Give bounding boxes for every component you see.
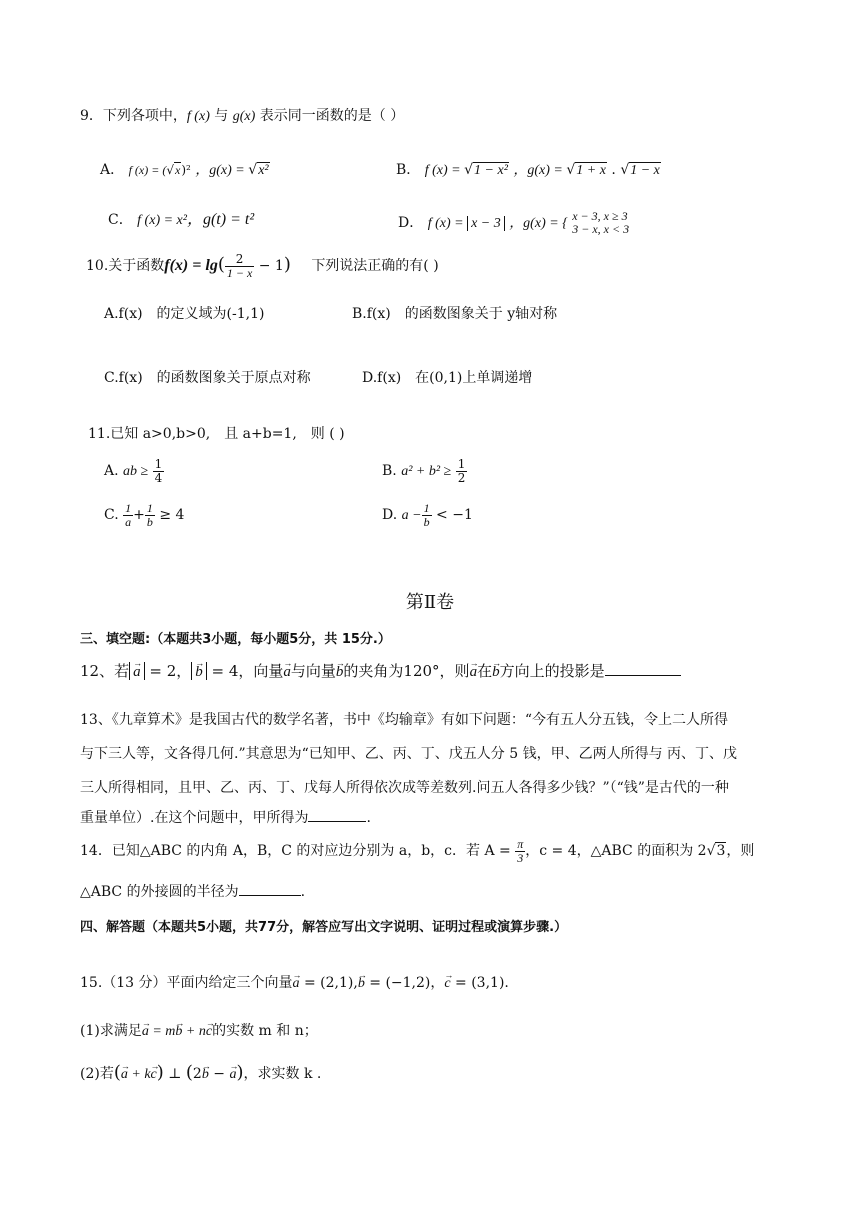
q14-line1a: 14．已知△ABC 的内角 A，B，C 的对应边分别为 a，b，c．若 A = bbox=[80, 843, 511, 859]
q9-a-f-rad: x bbox=[174, 163, 181, 177]
q11-c-label: C. bbox=[104, 507, 119, 523]
q9-b-g-rad2: 1 − x bbox=[630, 163, 660, 178]
q11-d-frac bbox=[422, 502, 432, 529]
q9-d-f-abs: x − 3 bbox=[467, 216, 505, 231]
q9-a-label: A． bbox=[100, 162, 125, 178]
q11-option-a bbox=[104, 456, 164, 487]
q12-vec-a: → a bbox=[283, 661, 291, 683]
q13-line4-text: 重量单位）.在这个问题中，甲所得为 bbox=[80, 810, 309, 826]
q11-a-den: 4 bbox=[154, 470, 163, 485]
q15-eq-b: = (−1,2)， bbox=[364, 975, 445, 991]
q12-label: 12、若 bbox=[80, 662, 130, 680]
q9-b-g-rad1: 1 + x bbox=[576, 163, 606, 178]
q14-line2-end: . bbox=[300, 884, 306, 900]
q12-vec-a2: → a bbox=[470, 661, 478, 683]
q10-func-num: 2 bbox=[225, 253, 254, 267]
q15-p1-eq: = m bbox=[148, 1024, 176, 1039]
q11-c-den2: b bbox=[146, 514, 153, 529]
q11-option-d bbox=[382, 500, 473, 531]
q15-p2-a: (2)若 bbox=[80, 1066, 114, 1082]
q9-b-label: B． bbox=[396, 162, 421, 178]
q14-line1c: ，则 bbox=[726, 843, 755, 859]
q11-a-expr: ab ≥ bbox=[123, 464, 149, 479]
q10-stem: 10.关于函数f(x) = lg( $\frac{2}{1 - x}$ − 1) 下列说法正确的有( ) bbox=[86, 251, 439, 280]
q15-p2-minus: − bbox=[208, 1066, 230, 1082]
q11-d-den: b bbox=[423, 514, 430, 529]
q15-p1-vec-c: → c bbox=[206, 1021, 212, 1043]
q15-p2-lparen2: ( bbox=[185, 1062, 193, 1083]
q15-p2-two: 2 bbox=[192, 1066, 202, 1082]
q11-d-expr: a − bbox=[401, 508, 422, 523]
q11-b-label: B. bbox=[382, 463, 397, 479]
q15-vec-a: → a bbox=[293, 973, 300, 995]
q13-line4 bbox=[80, 808, 371, 828]
q12-abs-b: → b bbox=[195, 661, 203, 683]
q9-c-label: C． bbox=[108, 212, 133, 228]
q14-line2-text: △ABC 的外接圆的半径为 bbox=[80, 884, 239, 900]
q9-stem-f: f (x) bbox=[186, 109, 210, 124]
q9-a-g: ，g(x) = bbox=[195, 163, 249, 178]
q12-vec-b2: → b bbox=[492, 661, 500, 683]
solution-section-header: 四、解答题（本题共5小题，共77分，解答应写出文字说明、证明过程或演算步骤.） bbox=[80, 920, 568, 935]
q11-a-label: A. bbox=[104, 463, 119, 479]
q11-a-num: 1 bbox=[154, 456, 163, 471]
fill-in-section-header: 三、填空题:（本题共3小题，每小题5分，共 15分.） bbox=[80, 632, 391, 647]
q11-c-frac1 bbox=[123, 502, 133, 529]
q12-on: 在 bbox=[477, 662, 493, 680]
q15-vec-b: → b bbox=[358, 973, 365, 995]
q9-b-g-dot: . bbox=[606, 162, 621, 178]
q10-func-prefix: f(x) = lg bbox=[164, 257, 218, 274]
q11-option-b bbox=[382, 456, 467, 487]
q14-answer-blank[interactable] bbox=[239, 883, 301, 896]
q15-p2-rparen: ) bbox=[156, 1062, 164, 1083]
q15-p1-end: 的实数 m 和 n； bbox=[212, 1023, 318, 1039]
q15-p2-rparen2: ) bbox=[236, 1062, 244, 1083]
q11-stem: 11.已知 a>0,b>0, 且 a+b=1, 则 ( ) bbox=[88, 426, 345, 442]
q9-d-label: D． bbox=[398, 215, 424, 231]
q12-end: 方向上的投影是 bbox=[499, 662, 605, 680]
q10-stem-end: 下列说法正确的有( ) bbox=[311, 258, 439, 274]
q9-option-d bbox=[398, 210, 629, 236]
q9-b-f: f (x) = bbox=[424, 163, 465, 178]
section-title: 第Ⅱ卷 bbox=[405, 592, 455, 613]
q11-b-den: 2 bbox=[457, 470, 466, 485]
q14-pi: π bbox=[517, 836, 524, 851]
q15-stem-a: 15.（13 分）平面内给定三个向量 bbox=[80, 975, 293, 991]
q9-stem-g: g(x) bbox=[232, 109, 256, 124]
q9-d-g-line2: 3 − x, x < 3 bbox=[572, 222, 630, 236]
q14-rad3: 3 bbox=[716, 843, 726, 859]
q13-line3: 三人所得相同，且甲、乙、丙、丁、戊每人所得依次成等差数列.问五人各得多少钱？”（“钱”是古代的一种 bbox=[80, 780, 729, 796]
q10-stem-start: 10.关于函数 bbox=[86, 258, 165, 274]
q14-line1: 14．已知△ABC 的内角 A，B，C 的对应边分别为 a，b，c．若 A = $\frac{\pi}{3}$ ，c = 4，△ABC 的面积为 2√3，则 bbox=[80, 836, 755, 865]
q11-c-num2: 1 bbox=[146, 500, 153, 515]
q12-answer-blank[interactable] bbox=[605, 663, 681, 676]
q9-stem-mid: 与 bbox=[209, 108, 233, 124]
q11-b-frac bbox=[456, 458, 468, 485]
q9-a-g-rad: x² bbox=[258, 163, 269, 178]
q15-p1-vec-b: → b bbox=[175, 1021, 182, 1043]
q13-line1: 13、《九章算术》是我国古代的数学名著，书中《均输章》有如下问题：“今有五人分五钱，令上二人所得 bbox=[80, 712, 728, 728]
q12-eq4: = 4，向量 bbox=[206, 662, 284, 680]
q14-three: 3 bbox=[517, 850, 524, 865]
q15-p2-vec-b: → b bbox=[202, 1062, 209, 1088]
q14-frac bbox=[515, 838, 525, 865]
q9-b-f-rad: 1 − x² bbox=[474, 163, 508, 178]
q11-d-tail: < −1 bbox=[436, 507, 473, 523]
q11-option-c bbox=[104, 500, 184, 530]
q12-vec-b: → b bbox=[336, 661, 344, 683]
q9-stem-end: 表示同一函数的是（ ） bbox=[255, 108, 405, 124]
q9-c-g: ，g(t) = t² bbox=[186, 211, 255, 228]
q15-p2-perp: ⊥ bbox=[163, 1066, 186, 1082]
q15-p2-lparen: ( bbox=[113, 1062, 121, 1083]
q9-a-f: f (x) = ( bbox=[128, 163, 167, 177]
q12 bbox=[80, 660, 681, 683]
q15-p2-end: ，求实数 k . bbox=[243, 1066, 322, 1082]
q15-p2-plus: + k bbox=[127, 1067, 151, 1082]
q9-b-g: ，g(x) = bbox=[513, 163, 567, 178]
q15-vec-c: → c bbox=[444, 973, 450, 995]
q9-option-a: A． f (x) = (√x)² ，g(x) = √x² bbox=[100, 162, 269, 178]
q10-option-c: C.f(x) 的函数图象关于原点对称 bbox=[104, 370, 311, 386]
q11-a-frac bbox=[153, 458, 165, 485]
q9-d-g: ，g(x) = { bbox=[509, 216, 568, 231]
q15-part1 bbox=[80, 1020, 318, 1043]
q9-c-f: f (x) = x² bbox=[137, 213, 187, 228]
q11-c-tail: ≥ 4 bbox=[159, 507, 185, 523]
q10-option-d: D.f(x) 在(0,1)上单调递增 bbox=[362, 370, 533, 386]
q11-b-expr: a² + b² ≥ bbox=[401, 464, 452, 479]
q9-d-g-line1: x − 3, x ≥ 3 bbox=[572, 209, 628, 223]
q15-part2 bbox=[80, 1060, 321, 1088]
q14-line2 bbox=[80, 882, 305, 902]
q15-p2-vec-a: → a bbox=[121, 1062, 128, 1088]
q15-p1-a: (1)求满足 bbox=[80, 1023, 142, 1039]
q15-p1-plus: + n bbox=[182, 1024, 206, 1039]
q11-c-frac2 bbox=[145, 502, 155, 529]
q11-b-num: 1 bbox=[457, 456, 466, 471]
q11-c-plus: + bbox=[133, 507, 145, 523]
q9-option-b: B． f (x) = √1 − x² ，g(x) = √1 + x . √1 − x bbox=[396, 162, 660, 178]
q9-d-piecewise bbox=[572, 210, 629, 236]
q10-option-a: A.f(x) 的定义域为(-1,1) bbox=[104, 306, 265, 322]
q12-abs-a: → a bbox=[133, 661, 141, 683]
q15-eq-c: = (3,1). bbox=[450, 975, 509, 991]
q15-p1-vec-a: → a bbox=[142, 1021, 149, 1043]
q13-answer-blank[interactable] bbox=[308, 809, 366, 822]
q15-p2-vec-c: → c bbox=[151, 1062, 157, 1088]
q12-angle: 的夹角为120°，则 bbox=[343, 662, 470, 680]
q9-stem bbox=[80, 106, 404, 127]
q12-mid: 与向量 bbox=[290, 662, 336, 680]
q15-stem bbox=[80, 972, 509, 995]
q13-line2: 与下三人等，文各得几何.”其意思为“已知甲、乙、丙、丁、戊五人分 5 钱，甲、乙两人所得与 丙、丁、戊 bbox=[80, 746, 738, 762]
q10-option-b: B.f(x) 的函数图象关于 y轴对称 bbox=[352, 306, 558, 322]
q9-stem-text: 9．下列各项中， bbox=[80, 108, 187, 124]
q15-p2-vec-a2: → a bbox=[229, 1062, 236, 1088]
q10-func-den: 1 − x bbox=[226, 265, 253, 280]
q15-eq-a: = (2,1), bbox=[299, 975, 358, 991]
q11-d-label: D. bbox=[382, 507, 398, 523]
q11-d-num: 1 bbox=[423, 500, 430, 515]
q14-line1b: ，c = 4，△ABC 的面积为 2 bbox=[525, 843, 707, 859]
q12-eq2: = 2， bbox=[144, 662, 192, 680]
q9-a-f-end: )² bbox=[181, 163, 191, 177]
q11-c-num1: 1 bbox=[125, 500, 132, 515]
q11-c-den1: a bbox=[125, 514, 132, 529]
q10-func-frac bbox=[225, 253, 254, 280]
q10-func-suffix: − 1 bbox=[254, 258, 284, 274]
q13-line4-end: . bbox=[366, 810, 371, 826]
q9-option-c bbox=[108, 210, 254, 231]
q9-d-f: f (x) = bbox=[427, 216, 468, 231]
